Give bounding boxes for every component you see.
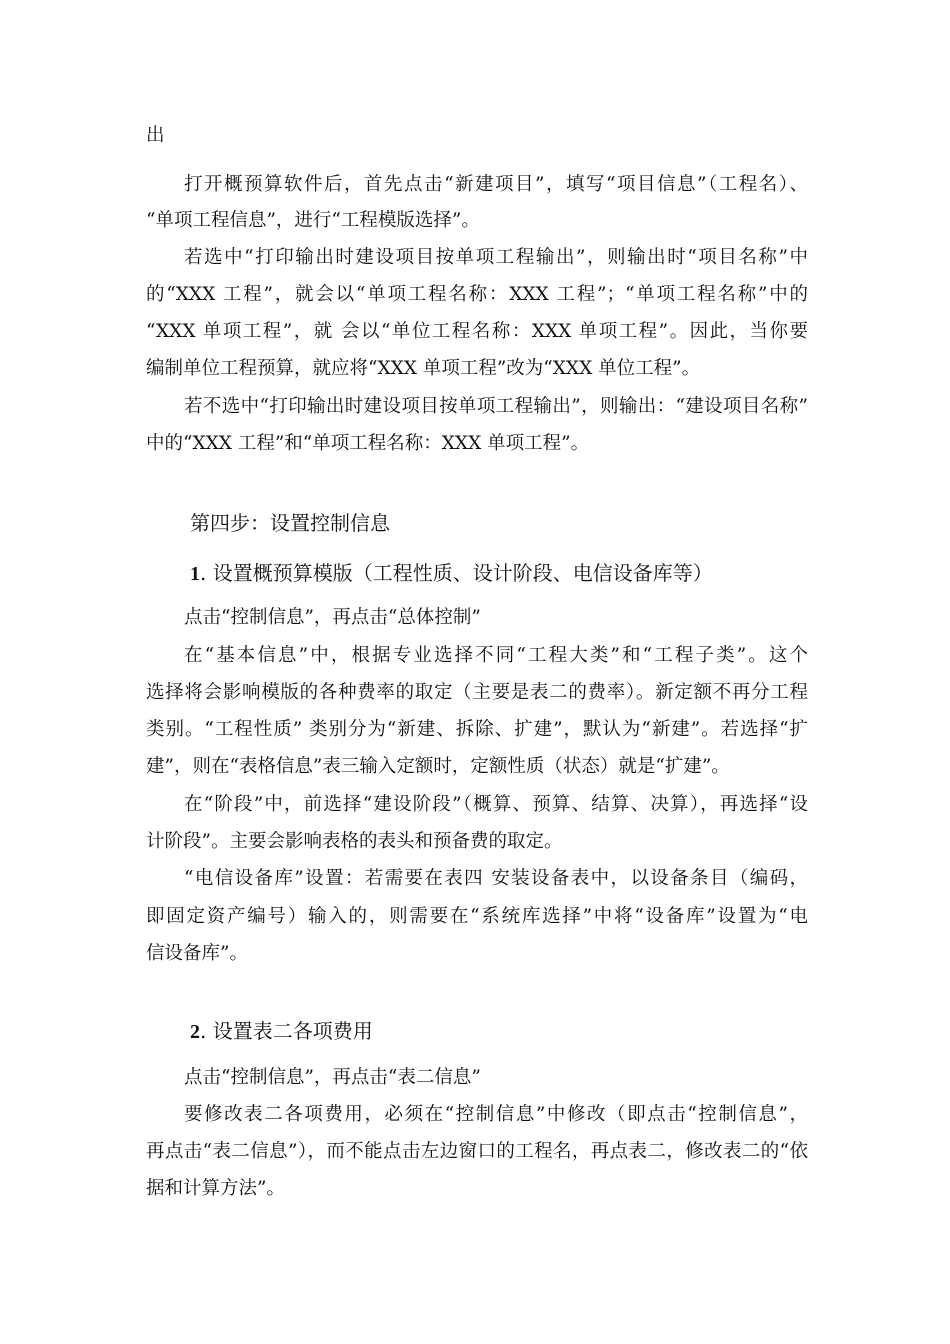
paragraph-line: “单项工程信息”，进行“工程模版选择”。 xyxy=(146,210,480,231)
paragraph-line: 中的“XXX 工程”和“单项工程名称：XXX 单项工程”。 xyxy=(146,433,590,454)
paragraph-line: 的“XXX 工程”，就会以“单项工程名称：XXX 工程”；“单项工程名称”中的 xyxy=(146,284,808,305)
paragraph-line: 类别。“工程性质” 类别分为“新建、拆除、扩建”，默认为“新建”。若选择“扩 xyxy=(146,719,808,740)
paragraph-line: 信设备库”。 xyxy=(146,943,248,964)
paragraph-line: 建”，则在“表格信息”表三输入定额时，定额性质（状态）就是“扩建”。 xyxy=(146,756,730,777)
paragraph-line: 若不选中“打印输出时建设项目按单项工程输出”，则输出：“建设项目名称” xyxy=(184,396,808,417)
paragraph-line: 打开概预算软件后，首先点击“新建项目”，填写“项目信息”（工程名）、 xyxy=(184,174,808,195)
paragraph-line: 若选中“打印输出时建设项目按单项工程输出”，则输出时“项目名称”中 xyxy=(184,247,808,268)
paragraph-line: 据和计算方法”。 xyxy=(146,1178,285,1199)
section-heading-2 xyxy=(190,1017,373,1046)
paragraph-line: 计阶段”。主要会影响表格的表头和预备费的取定。 xyxy=(146,831,563,852)
paragraph-line: 编制单位工程预算，就应将“XXX 单项工程”改为“XXX 单位工程”。 xyxy=(146,358,701,379)
paragraph-line: 点击“控制信息”，再点击“总体控制” xyxy=(184,607,481,628)
paragraph-line: “XXX 单项工程”，就 会以“单位工程名称：XXX 单项工程”。因此，当你要 xyxy=(146,321,808,342)
text-line: 出 xyxy=(146,125,165,146)
paragraph-line: 点击“控制信息”，再点击“表二信息” xyxy=(184,1067,481,1088)
section-title: . 设置概预算模版（工程性质、设计阶段、电信设备库等） xyxy=(200,561,713,585)
section-number: 2 xyxy=(190,1021,200,1043)
section-heading-1 xyxy=(190,559,713,588)
paragraph-line: 即固定资产编号）输入的，则需要在“系统库选择”中将“设备库”设置为“电 xyxy=(146,906,808,927)
paragraph-line: 再点击“表二信息”），而不能点击左边窗口的工程名，再点表二，修改表二的“依 xyxy=(146,1141,808,1162)
step-heading: 第四步：设置控制信息 xyxy=(190,511,390,535)
section-number: 1 xyxy=(190,563,200,585)
section-title: . 设置表二各项费用 xyxy=(200,1019,373,1043)
paragraph-line: “电信设备库”设置：若需要在表四 安装设备表中，以设备条目（编码， xyxy=(184,868,808,889)
paragraph-line: 在“阶段”中，前选择“建设阶段”（概算、预算、结算、决算），再选择“设 xyxy=(184,794,808,815)
paragraph-line: 在“基本信息”中，根据专业选择不同“工程大类”和“工程子类”。这个 xyxy=(184,645,808,666)
paragraph-line: 选择将会影响模版的各种费率的取定（主要是表二的费率）。新定额不再分工程 xyxy=(146,682,808,703)
paragraph-line: 要修改表二各项费用，必须在“控制信息”中修改（即点击“控制信息”， xyxy=(184,1104,808,1125)
